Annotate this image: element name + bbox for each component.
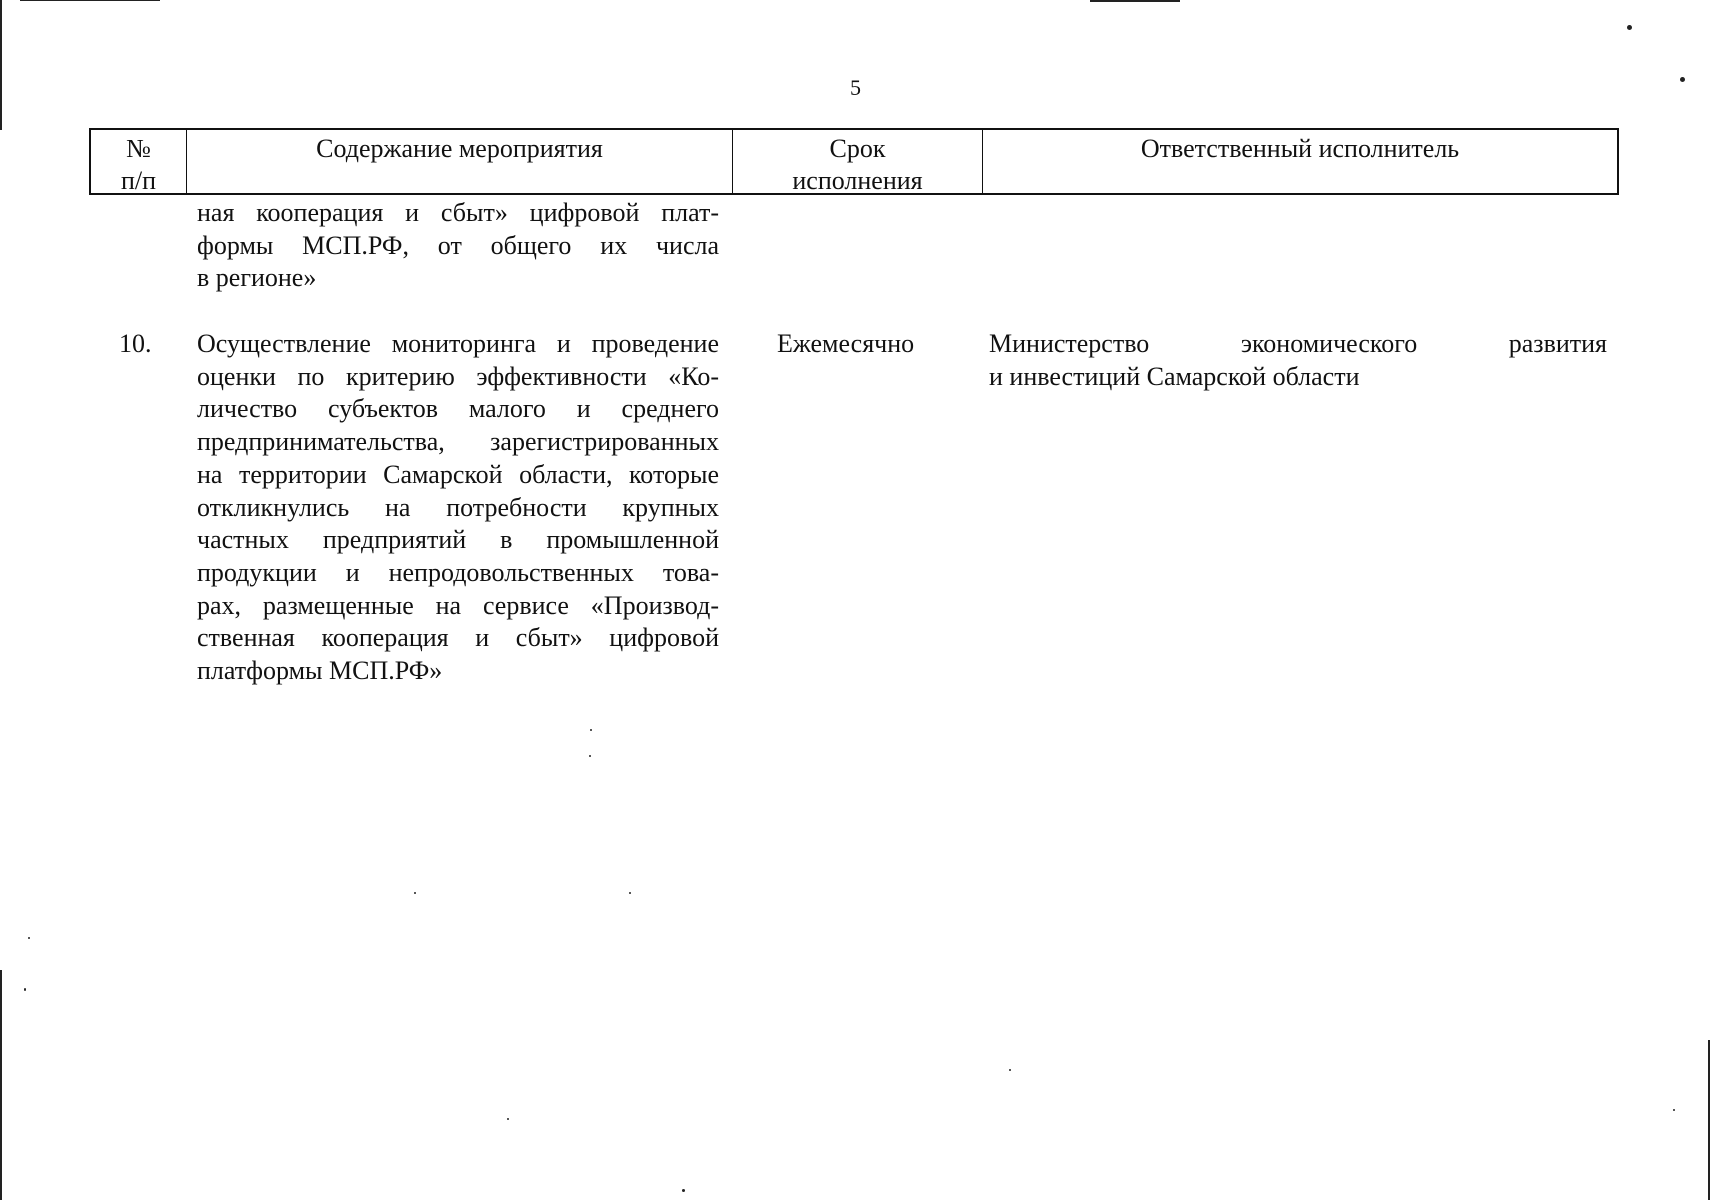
scan-speck (1627, 25, 1632, 30)
content-line: частных предприятий в промышленной (197, 525, 719, 555)
scan-edge-top (1090, 0, 1180, 2)
header-number-symbol: № (126, 134, 151, 163)
content-line: личество субъектов малого и среднего (197, 394, 719, 424)
continued-row-content (197, 197, 719, 295)
row-term: Ежемесячно (777, 329, 915, 358)
row-content (197, 328, 719, 688)
scan-speck (589, 755, 591, 757)
header-term-line1: Срок (829, 134, 886, 163)
scan-speck (24, 988, 26, 991)
scan-edge-left (0, 0, 2, 130)
content-line: в регионе» (197, 263, 317, 293)
content-line: рах, размещенные на сервисе «Производ- (197, 590, 719, 620)
page-number: 5 (850, 75, 861, 100)
header-term-cell (733, 130, 983, 193)
content-line: платформы МСП.РФ» (197, 656, 443, 686)
header-number-cell (91, 130, 187, 193)
row-number: 10. (119, 329, 152, 358)
header-responsible-cell (983, 130, 1617, 193)
scan-speck (629, 892, 631, 894)
content-line: ная кооперация и сбыт» цифровой плат- (197, 198, 719, 227)
content-line: откликнулись на потребности крупных (197, 492, 719, 522)
content-line: продукции и непродовольственных това- (197, 557, 719, 587)
scan-speck (1680, 77, 1685, 82)
scan-speck (1673, 1109, 1675, 1111)
scan-edge-top (20, 0, 160, 1)
content-line: оценки по критерию эффективности «Ко- (197, 361, 719, 391)
header-number-abbr: п/п (120, 166, 157, 195)
header-content-cell (187, 130, 733, 193)
scan-speck (682, 1189, 685, 1192)
scan-speck (1009, 1069, 1011, 1071)
header-responsible: Ответственный исполнитель (1140, 134, 1460, 163)
row-responsible (989, 328, 1607, 393)
scan-speck (590, 729, 592, 731)
header-content: Содержание мероприятия (316, 134, 603, 163)
content-line: предпринимательства, зарегистрированных (197, 427, 719, 457)
scan-speck (28, 937, 30, 939)
header-term-line2: исполнения (792, 166, 923, 195)
content-line: Осуществление мониторинга и проведение (197, 329, 719, 358)
content-line: ственная кооперация и сбыт» цифровой (197, 623, 719, 653)
scan-edge-left (0, 970, 2, 1200)
content-line: на территории Самарской области, которые (197, 459, 719, 489)
responsible-line: и инвестиций Самарской области (989, 361, 1360, 391)
content-line: формы МСП.РФ, от общего их числа (197, 230, 719, 260)
table-header (89, 128, 1619, 195)
scan-edge-right (1708, 1040, 1710, 1200)
scan-speck (507, 1118, 509, 1120)
responsible-line: Министерство экономического развития (989, 329, 1607, 358)
scan-speck (414, 892, 416, 894)
